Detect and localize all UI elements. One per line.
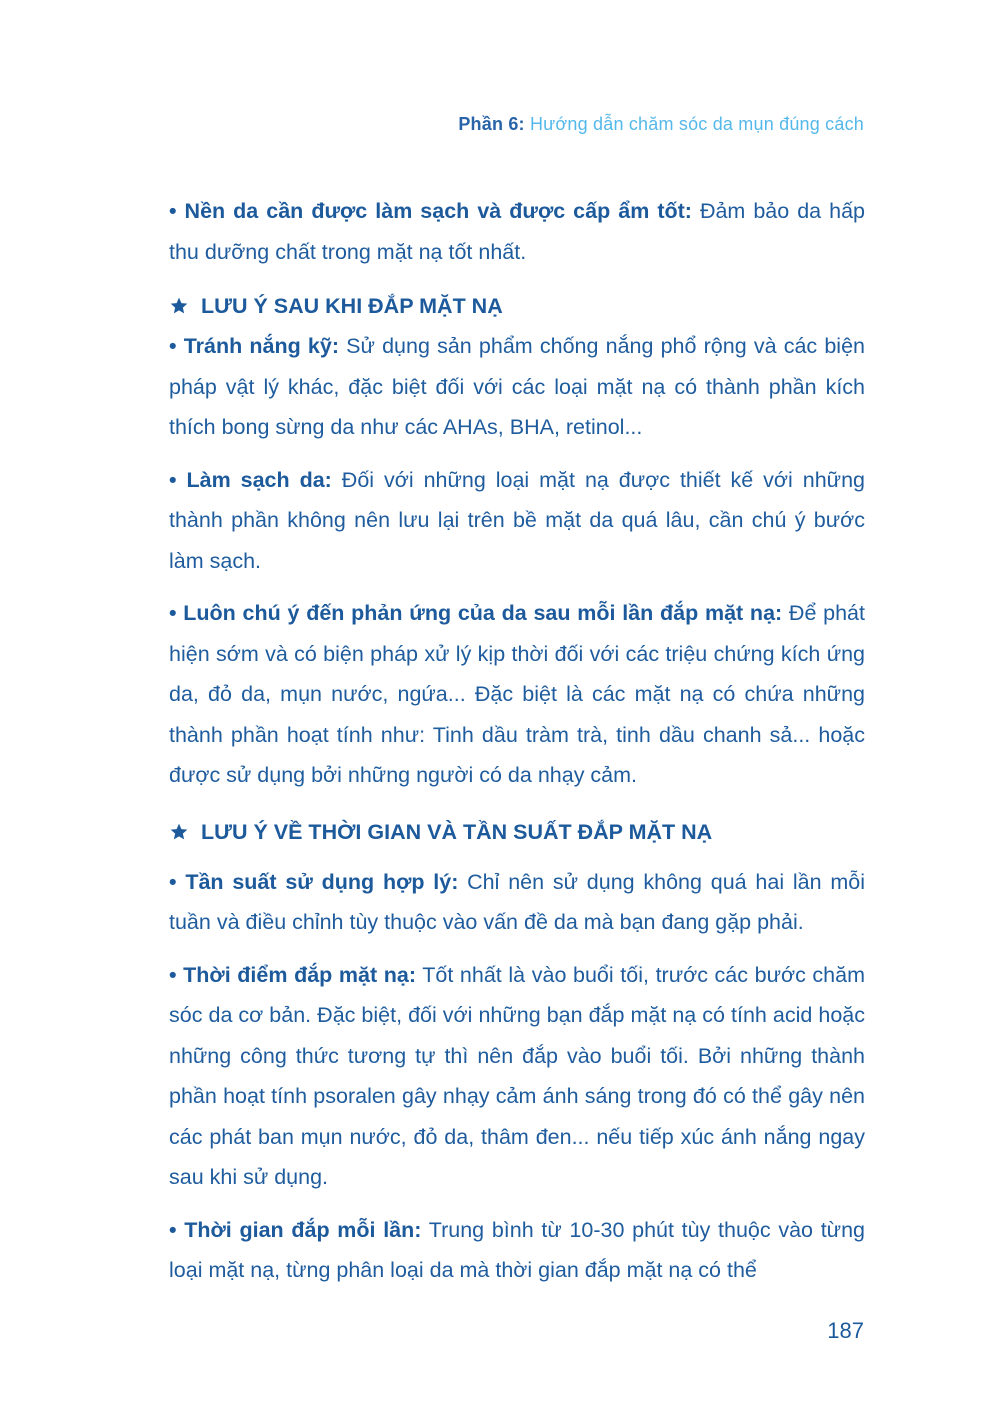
section1-title: LƯU Ý SAU KHI ĐẮP MẶT NẠ <box>201 294 503 318</box>
section2-item <box>169 862 865 943</box>
item-bold: Thời điểm đắp mặt nạ: <box>183 962 417 987</box>
item-bold: Làm sạch da: <box>186 467 332 492</box>
page-number: 187 <box>827 1318 864 1343</box>
intro-paragraph <box>169 191 865 272</box>
section2-item <box>169 1210 865 1291</box>
star-icon <box>169 822 189 842</box>
item-text: Tốt nhất là vào buổi tối, trước các bước chăm sóc da cơ bản. Đặc biệt, đối với những bạn đắp mặt nạ có tính acid hoặc những công thức tương tự thì nên đắp vào buổi tối. Bởi những thành phần hoạt tính psoralen gây nhạy cảm ánh sáng trong đó có thể gây nên các phát ban mụn nước, đỏ da, thâm đen... nếu tiếp xúc ánh nắng ngay sau khi sử dụng. <box>169 962 866 1189</box>
header-part-label: Phần 6: <box>458 114 525 134</box>
bullet: • <box>169 962 177 987</box>
item-bold: Tần suất sử dụng hợp lý: <box>185 869 459 894</box>
bullet: • <box>169 199 177 223</box>
page-content <box>169 191 865 1291</box>
bullet: • <box>169 601 177 625</box>
star-icon <box>169 296 189 316</box>
item-text: Chỉ nên sử dụng không quá hai lần mỗi tuần và điều chỉnh tùy thuộc vào vấn đề da mà bạn đang gặp phải. <box>169 869 866 934</box>
section1-heading <box>169 286 865 326</box>
bullet: • <box>169 467 177 492</box>
bullet: • <box>169 1217 177 1242</box>
section1-item <box>169 460 865 582</box>
section2-heading <box>169 812 865 852</box>
item-text: Trung bình từ 10-30 phút tùy thuộc vào từng loại mặt nạ, từng phân loại da mà thời gian đắp mặt nạ có thể <box>169 1217 865 1282</box>
item-bold: Luôn chú ý đến phản ứng của da sau mỗi lần đắp mặt nạ: <box>183 601 783 625</box>
running-header <box>458 114 864 135</box>
intro-bold: Nền da cần được làm sạch và được cấp ẩm tốt: <box>184 199 692 223</box>
section1-item <box>169 593 865 796</box>
bullet: • <box>169 869 177 894</box>
bullet: • <box>169 334 177 358</box>
intro-text: Đảm bảo da hấp thu dưỡng chất trong mặt nạ tốt nhất. <box>169 199 866 264</box>
item-bold: Tránh nắng kỹ: <box>183 334 340 358</box>
item-text: Đối với những loại mặt nạ được thiết kế với những thành phần không nên lưu lại trên bề mặt da quá lâu, cần chú ý bước làm sạch. <box>169 467 865 573</box>
item-text: Để phát hiện sớm và có biện pháp xử lý kịp thời đối với các triệu chứng kích ứng da, đỏ da, mụn nước, ngứa... Đặc biệt là các mặt nạ có chứa những thành phần hoạt tính như: Tinh dầu tràm trà, tinh dầu chanh sả... hoặc được sử dụng bởi những người có da nhạy cảm. <box>169 601 865 787</box>
header-chapter-title: Hướng dẫn chăm sóc da mụn đúng cách <box>529 114 864 134</box>
item-text: Sử dụng sản phẩm chống nắng phổ rộng và các biện pháp vật lý khác, đặc biệt đối với các loại mặt nạ có thành phần kích thích bong sừng da như các AHAs, BHA, retinol... <box>169 334 865 439</box>
section1-item <box>169 326 865 448</box>
section2-item <box>169 955 865 1198</box>
section2-title: LƯU Ý VỀ THỜI GIAN VÀ TẦN SUẤT ĐẮP MẶT NẠ <box>201 819 713 844</box>
item-bold: Thời gian đắp mỗi lần: <box>184 1217 422 1242</box>
